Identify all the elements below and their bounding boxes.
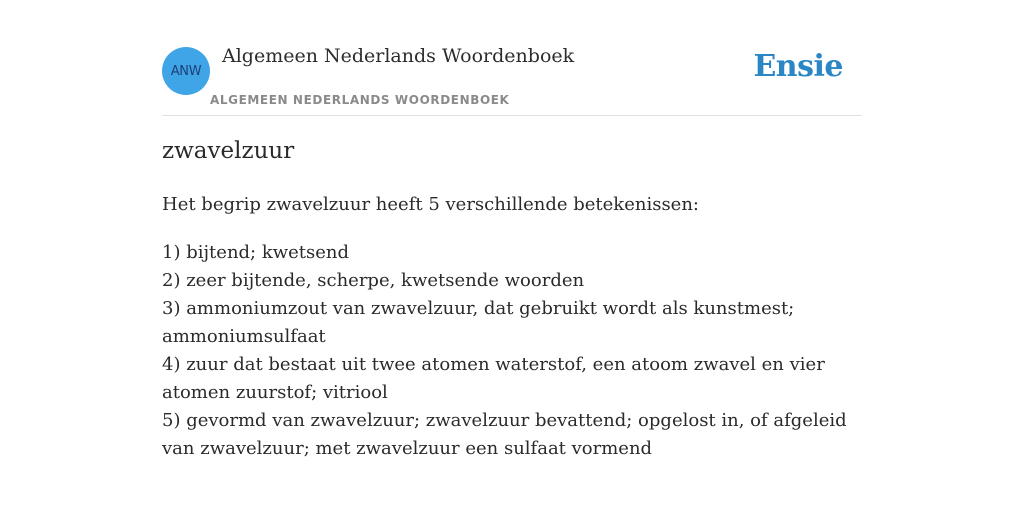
meaning-item: 4) zuur dat bestaat uit twee atomen waterstof, een atoom zwavel en vier atomen zuurstof; vitriool	[162, 354, 825, 403]
meaning-item: 3) ammoniumzout van zwavelzuur, dat gebruikt wordt als kunstmest; ammoniumsulfaat	[162, 298, 795, 347]
dictionary-subtitle: ALGEMEEN NEDERLANDS WOORDENBOEK	[210, 93, 510, 107]
page	[162, 0, 862, 512]
header	[162, 0, 862, 116]
ensie-brand-logo[interactable]: Ensie	[753, 49, 843, 84]
logo-text: ANW	[170, 63, 202, 79]
meanings-list	[162, 239, 862, 463]
meaning-intro: Het begrip zwavelzuur heeft 5 verschillende betekenissen:	[162, 194, 699, 215]
meaning-item: 2) zeer bijtende, scherpe, kwetsende woorden	[162, 270, 585, 291]
anw-logo[interactable]	[162, 47, 210, 95]
page-title: zwavelzuur	[162, 138, 295, 164]
meaning-item: 1) bijtend; kwetsend	[162, 242, 350, 263]
meaning-item: 5) gevormd van zwavelzuur; zwavelzuur bevattend; opgelost in, of afgeleid van zwavelzuur; met zwavelzuur een sulfaat vormend	[162, 410, 847, 459]
dictionary-title[interactable]: Algemeen Nederlands Woordenboek	[222, 45, 575, 67]
